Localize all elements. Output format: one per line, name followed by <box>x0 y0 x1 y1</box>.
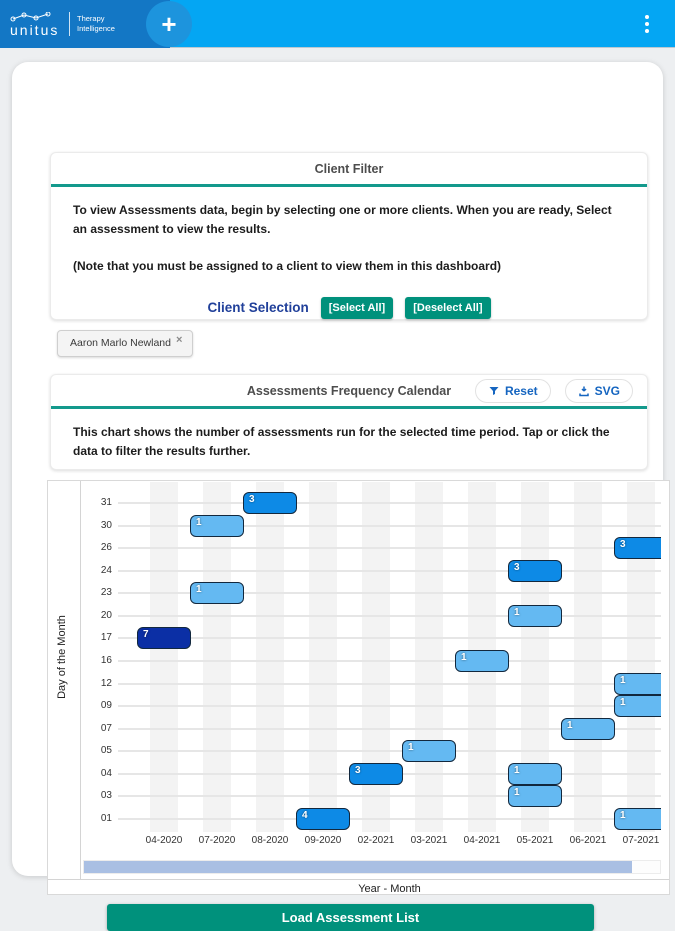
grid-band <box>627 482 655 832</box>
x-axis-title: Year - Month <box>358 883 421 895</box>
y-axis-tick: 07 <box>100 722 112 734</box>
calendar-card-title: Assessments Frequency Calendar <box>246 384 452 398</box>
logo-subtitle <box>77 14 115 34</box>
client-chip-name: Aaron Marlo Newland <box>70 337 171 349</box>
chart-bar-value: 1 <box>620 809 626 821</box>
y-axis-tick: 03 <box>100 790 112 802</box>
y-axis-tick: 24 <box>100 564 112 576</box>
grid-line <box>118 547 661 549</box>
chart-bar[interactable] <box>296 808 350 830</box>
grid-band <box>309 482 337 832</box>
chart-bar-value: 1 <box>567 719 573 731</box>
chart-bar[interactable] <box>508 605 562 627</box>
grid-line <box>118 660 661 662</box>
app-logo[interactable] <box>10 12 62 37</box>
chart-bar-value: 1 <box>408 742 414 754</box>
client-selection-row <box>51 297 647 319</box>
x-axis-tick: 05-2021 <box>516 835 554 846</box>
app-header <box>0 0 675 48</box>
y-axis-tick: 16 <box>100 654 112 666</box>
chart-bar[interactable] <box>561 718 615 740</box>
chart-bar[interactable] <box>137 627 191 649</box>
grid-band <box>415 482 443 832</box>
x-axis-labels <box>118 835 661 852</box>
grid-line <box>118 637 661 639</box>
chart-bar-value: 1 <box>620 697 626 709</box>
chart-bar[interactable] <box>349 763 403 785</box>
y-axis-tick: 31 <box>100 497 112 508</box>
assessments-chart <box>47 480 670 895</box>
grid-line <box>118 750 661 752</box>
logo-constellation-icon <box>10 12 62 22</box>
svg-button-label: SVG <box>594 384 620 398</box>
deselect-all-button[interactable]: [Deselect All] <box>405 297 490 319</box>
chart-bar-value: 4 <box>302 809 308 821</box>
chart-bar[interactable] <box>614 537 661 559</box>
grid-line <box>118 502 661 504</box>
calendar-card <box>50 374 648 470</box>
chart-bar[interactable] <box>190 582 244 604</box>
chart-bar-value: 1 <box>196 584 202 596</box>
client-filter-title: Client Filter <box>314 162 384 176</box>
selected-clients <box>57 330 193 357</box>
load-assessment-list-button[interactable]: Load Assessment List <box>107 904 594 931</box>
chart-bar[interactable] <box>614 808 661 830</box>
y-axis-tick: 23 <box>100 587 112 599</box>
logo-text: unitus <box>10 21 60 38</box>
download-icon <box>578 385 590 397</box>
x-axis-tick: 07-2021 <box>622 835 660 846</box>
chart-bar-value: 3 <box>355 764 361 776</box>
x-scrollbar-thumb[interactable] <box>84 861 632 873</box>
chart-bar[interactable] <box>455 650 509 672</box>
chart-bar[interactable] <box>508 560 562 582</box>
x-axis-tick: 07-2020 <box>198 835 236 846</box>
y-axis-tick: 17 <box>100 632 112 644</box>
grid-line <box>118 795 661 797</box>
chart-bar-value: 1 <box>461 651 467 663</box>
reset-button[interactable] <box>475 379 551 403</box>
y-axis-line <box>80 481 81 879</box>
reset-button-label: Reset <box>504 384 538 398</box>
grid-line <box>118 705 661 707</box>
main-container <box>12 62 663 925</box>
chart-bar-value: 3 <box>620 539 626 551</box>
chart-bar-value: 3 <box>249 494 255 505</box>
logo-divider <box>69 12 70 36</box>
x-axis-tick: 06-2021 <box>569 835 607 846</box>
filter-icon <box>488 385 500 397</box>
grid-line <box>118 818 661 820</box>
grid-band <box>150 482 178 832</box>
chart-bar[interactable] <box>614 695 661 717</box>
x-axis-tick: 03-2021 <box>410 835 448 846</box>
x-axis-tick: 09-2020 <box>304 835 342 846</box>
x-axis-tick: 04-2021 <box>463 835 501 846</box>
chart-bar[interactable] <box>508 785 562 807</box>
header-brand-area <box>0 0 170 48</box>
x-axis-divider <box>48 879 669 880</box>
y-axis-title: Day of the Month <box>56 615 68 699</box>
y-axis-tick: 04 <box>100 767 112 779</box>
y-axis-tick: 30 <box>100 519 112 531</box>
kebab-menu-icon[interactable] <box>645 15 649 33</box>
calendar-description: This chart shows the number of assessments run for the selected time period. Tap or click the data to filter the results further. <box>73 425 610 458</box>
x-axis-tick: 04-2020 <box>145 835 183 846</box>
chart-bar-value: 1 <box>514 787 520 799</box>
chart-bar-value: 1 <box>196 516 202 528</box>
chart-bar-value: 7 <box>143 629 149 641</box>
y-axis-tick: 12 <box>100 677 112 689</box>
y-axis-tick: 05 <box>100 745 112 757</box>
plot-area <box>118 482 661 832</box>
select-all-button[interactable]: [Select All] <box>321 297 393 319</box>
grid-line <box>118 570 661 572</box>
client-selection-label: Client Selection <box>207 300 309 316</box>
chart-bar[interactable] <box>614 673 661 695</box>
grid-band <box>574 482 602 832</box>
chart-bar-value: 1 <box>514 606 520 618</box>
grid-line <box>118 683 661 685</box>
chart-bar[interactable] <box>508 763 562 785</box>
logo-subtitle-line2: Intelligence <box>77 24 115 33</box>
y-axis-tick: 09 <box>100 700 112 712</box>
chart-bar-value: 3 <box>514 561 520 573</box>
client-filter-description: To view Assessments data, begin by selecting one or more clients. When you are ready, Select an assessment to view the results. <box>73 203 612 236</box>
chart-bar-value: 1 <box>514 764 520 776</box>
logo-subtitle-line1: Therapy <box>77 14 105 24</box>
chart-bar-value: 1 <box>620 674 626 686</box>
grid-line <box>118 615 661 617</box>
y-axis-tick: 01 <box>100 812 112 824</box>
chart-bar[interactable] <box>243 492 297 514</box>
chart-bar[interactable] <box>402 740 456 762</box>
y-axis-tick: 26 <box>100 542 112 554</box>
add-button[interactable]: + <box>146 1 192 47</box>
y-axis-tick: 20 <box>100 609 112 621</box>
x-scrollbar[interactable] <box>83 860 661 874</box>
download-svg-button[interactable] <box>565 379 633 403</box>
chart-bar[interactable] <box>190 515 244 537</box>
client-filter-card <box>50 152 648 320</box>
grid-band <box>256 482 284 832</box>
x-axis-tick: 08-2020 <box>251 835 289 846</box>
client-filter-note: (Note that you must be assigned to a client to view them in this dashboard) <box>73 259 502 274</box>
x-axis-tick: 02-2021 <box>357 835 395 846</box>
client-chip[interactable] <box>57 330 193 357</box>
remove-client-icon[interactable]: × <box>175 334 183 346</box>
